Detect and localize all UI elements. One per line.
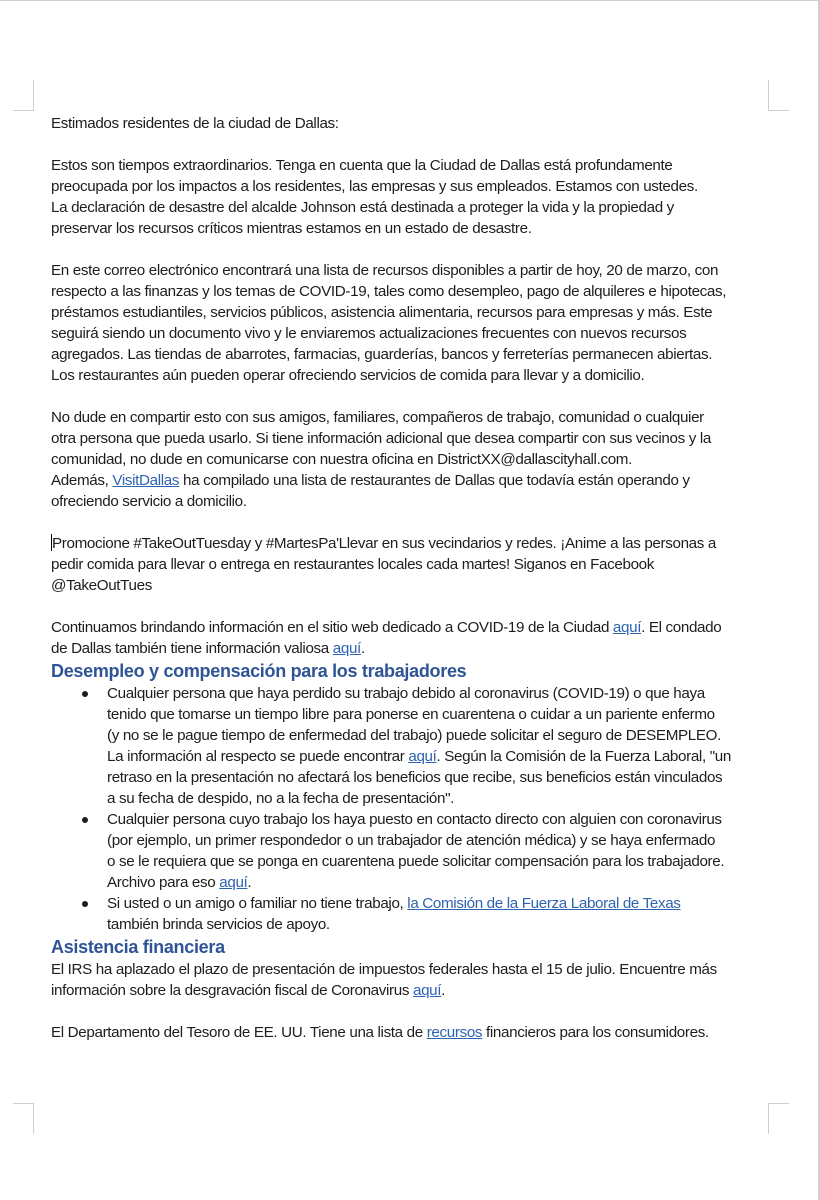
visitdallas-link[interactable]: VisitDallas — [112, 472, 180, 489]
text-line: La declaración de desastre del alcalde Johnson está destinada a proteger la vida y la propiedad y — [51, 199, 674, 216]
greeting: Estimados residentes de la ciudad de Dallas: — [51, 115, 339, 132]
texas-workforce-commission-link[interactable]: la Comisión de la Fuerza Laboral de Texas — [407, 895, 681, 912]
city-covid-site-link[interactable]: aquí — [612, 619, 642, 636]
text-line: Estos son tiempos extraordinarios. Tenga en cuenta que la Ciudad de Dallas está profundamente — [51, 157, 673, 174]
text-line — [51, 980, 766, 1001]
text-span: Promocione #TakeOutTuesday y #MartesPa'Llevar en sus vecindarios y redes. ¡Anime a las personas a — [52, 535, 716, 552]
text-span: Continuamos brindando información en el sitio web dedicado a COVID-19 de la Ciudad — [51, 619, 613, 636]
text-span: Archivo para eso — [107, 874, 220, 891]
workers-comp-link[interactable]: aquí — [219, 874, 248, 891]
text-span: . Según la Comisión de la Fuerza Laboral, "un — [436, 748, 731, 765]
text-line: respecto a las finanzas y los temas de COVID-19, tales como desempleo, pago de alquileres e hipotecas, — [51, 283, 727, 300]
text-line: (y no se le pague tiempo de enfermedad del trabajo) puede solicitar el seguro de DESEMPLEO. — [107, 727, 721, 744]
text-line: comunidad, no dude en comunicarse con nuestra oficina en DistrictXX@dallascityhall.com. — [51, 451, 632, 468]
text-span: . El condado — [641, 619, 722, 636]
text-line: préstamos estudiantiles, servicios públicos, asistencia alimentaria, recursos para empresas y más. Este — [51, 304, 713, 321]
text-span: información sobre la desgravación fiscal de Coronavirus — [51, 982, 413, 999]
text-line — [107, 872, 766, 893]
text-line: (por ejemplo, un primer respondedor o un trabajador de atención médica) y se haya enfermado — [107, 832, 716, 849]
list-item — [51, 809, 766, 893]
website-paragraph — [51, 617, 766, 659]
text-line: tenido que tomarse un tiempo libre para ponerse en cuarentena o cuidar a un pariente enfermo — [107, 706, 715, 723]
text-line: El IRS ha aplazado el plazo de presentación de impuestos federales hasta el 15 de julio. Encuentre más — [51, 961, 717, 978]
text-line — [107, 746, 766, 767]
text-line: Cualquier persona que haya perdido su trabajo debido al coronavirus (COVID-19) o que haya — [107, 685, 705, 702]
text-line: Los restaurantes aún pueden operar ofreciendo servicios de comida para llevar y a domicilio. — [51, 367, 645, 384]
intro-paragraph — [51, 155, 766, 239]
unemployment-list — [51, 683, 766, 935]
margin-corner-mark-top-left — [13, 80, 34, 111]
treasury-line — [51, 1022, 766, 1043]
text-line: No dude en compartir esto con sus amigos, familiares, compañeros de trabajo, comunidad o cualquier — [51, 409, 704, 426]
text-line: pedir comida para llevar o entrega en restaurantes locales cada martes! Siganos en Facebook — [51, 556, 655, 573]
text-line — [107, 893, 766, 914]
text-line: preservar los recursos críticos mientras estamos en un estado de desastre. — [51, 220, 532, 237]
text-line: seguirá siendo un documento vivo y le enviaremos actualizaciones frecuentes con nuevos recursos — [51, 325, 687, 342]
text-line: @TakeOutTues — [51, 577, 152, 594]
list-item — [51, 893, 766, 935]
text-span: financieros para los consumidores. — [482, 1024, 709, 1041]
text-line: preocupada por los impactos a los residentes, las empresas y sus empleados. Estamos con ustedes. — [51, 178, 698, 195]
text-span: La información al respecto se puede encontrar — [107, 748, 409, 765]
text-span: . — [441, 982, 446, 999]
text-line: En este correo electrónico encontrará una lista de recursos disponibles a partir de hoy, 20 de marzo, con — [51, 262, 719, 279]
unemployment-info-link[interactable]: aquí — [408, 748, 437, 765]
document-body[interactable] — [51, 113, 766, 1043]
bullet-icon — [82, 691, 88, 697]
text-line: Cualquier persona cuyo trabajo los haya puesto en contacto directo con alguien con coronavirus — [107, 811, 722, 828]
text-span: . — [360, 640, 365, 657]
visitdallas-line — [51, 470, 766, 491]
text-line: también brinda servicios de apoyo. — [107, 916, 330, 933]
text-span: Además, — [51, 472, 113, 489]
irs-tax-relief-link[interactable]: aquí — [412, 982, 442, 999]
bullet-icon — [82, 901, 88, 907]
treasury-resources-link[interactable]: recursos — [426, 1024, 483, 1041]
text-line: a su fecha de despido, no a la fecha de presentación". — [107, 790, 455, 807]
share-paragraph — [51, 407, 766, 512]
irs-paragraph — [51, 959, 766, 1001]
text-line: ofreciendo servicio a domicilio. — [51, 493, 247, 510]
text-line: o se le requiera que se ponga en cuarentena puede solicitar compensación para los trabajadore. — [107, 853, 725, 870]
promo-paragraph — [51, 533, 766, 596]
margin-corner-mark-bottom-left — [13, 1103, 34, 1134]
text-span: Si usted o un amigo o familiar no tiene trabajo, — [107, 895, 408, 912]
margin-corner-mark-top-right — [768, 80, 789, 111]
text-line — [51, 638, 766, 659]
text-line — [51, 617, 766, 638]
text-line: agregados. Las tiendas de abarrotes, farmacias, guarderías, bancos y ferreterías permanecen abiertas. — [51, 346, 713, 363]
list-item — [51, 683, 766, 809]
text-span: de Dallas también tiene información valiosa — [51, 640, 333, 657]
page-edge-top — [0, 0, 820, 1]
bullet-icon — [82, 817, 88, 823]
text-span: ha compilado una lista de restaurantes de Dallas que todavía están operando y — [179, 472, 690, 489]
county-info-link[interactable]: aquí — [332, 640, 361, 657]
text-line — [51, 533, 766, 554]
text-line: otra persona que pueda usarlo. Si tiene información adicional que desea compartir con sus vecinos y la — [51, 430, 711, 447]
resources-paragraph — [51, 260, 766, 386]
text-line: retraso en la presentación no afectará los beneficios que recibe, sus beneficios están vinculados — [107, 769, 723, 786]
text-span: . — [247, 874, 252, 891]
section-heading-financial: Asistencia financiera — [51, 937, 225, 957]
margin-corner-mark-bottom-right — [768, 1103, 789, 1134]
text-span: El Departamento del Tesoro de EE. UU. Tiene una lista de — [51, 1024, 427, 1041]
section-heading-unemployment: Desempleo y compensación para los trabajadores — [51, 661, 467, 681]
